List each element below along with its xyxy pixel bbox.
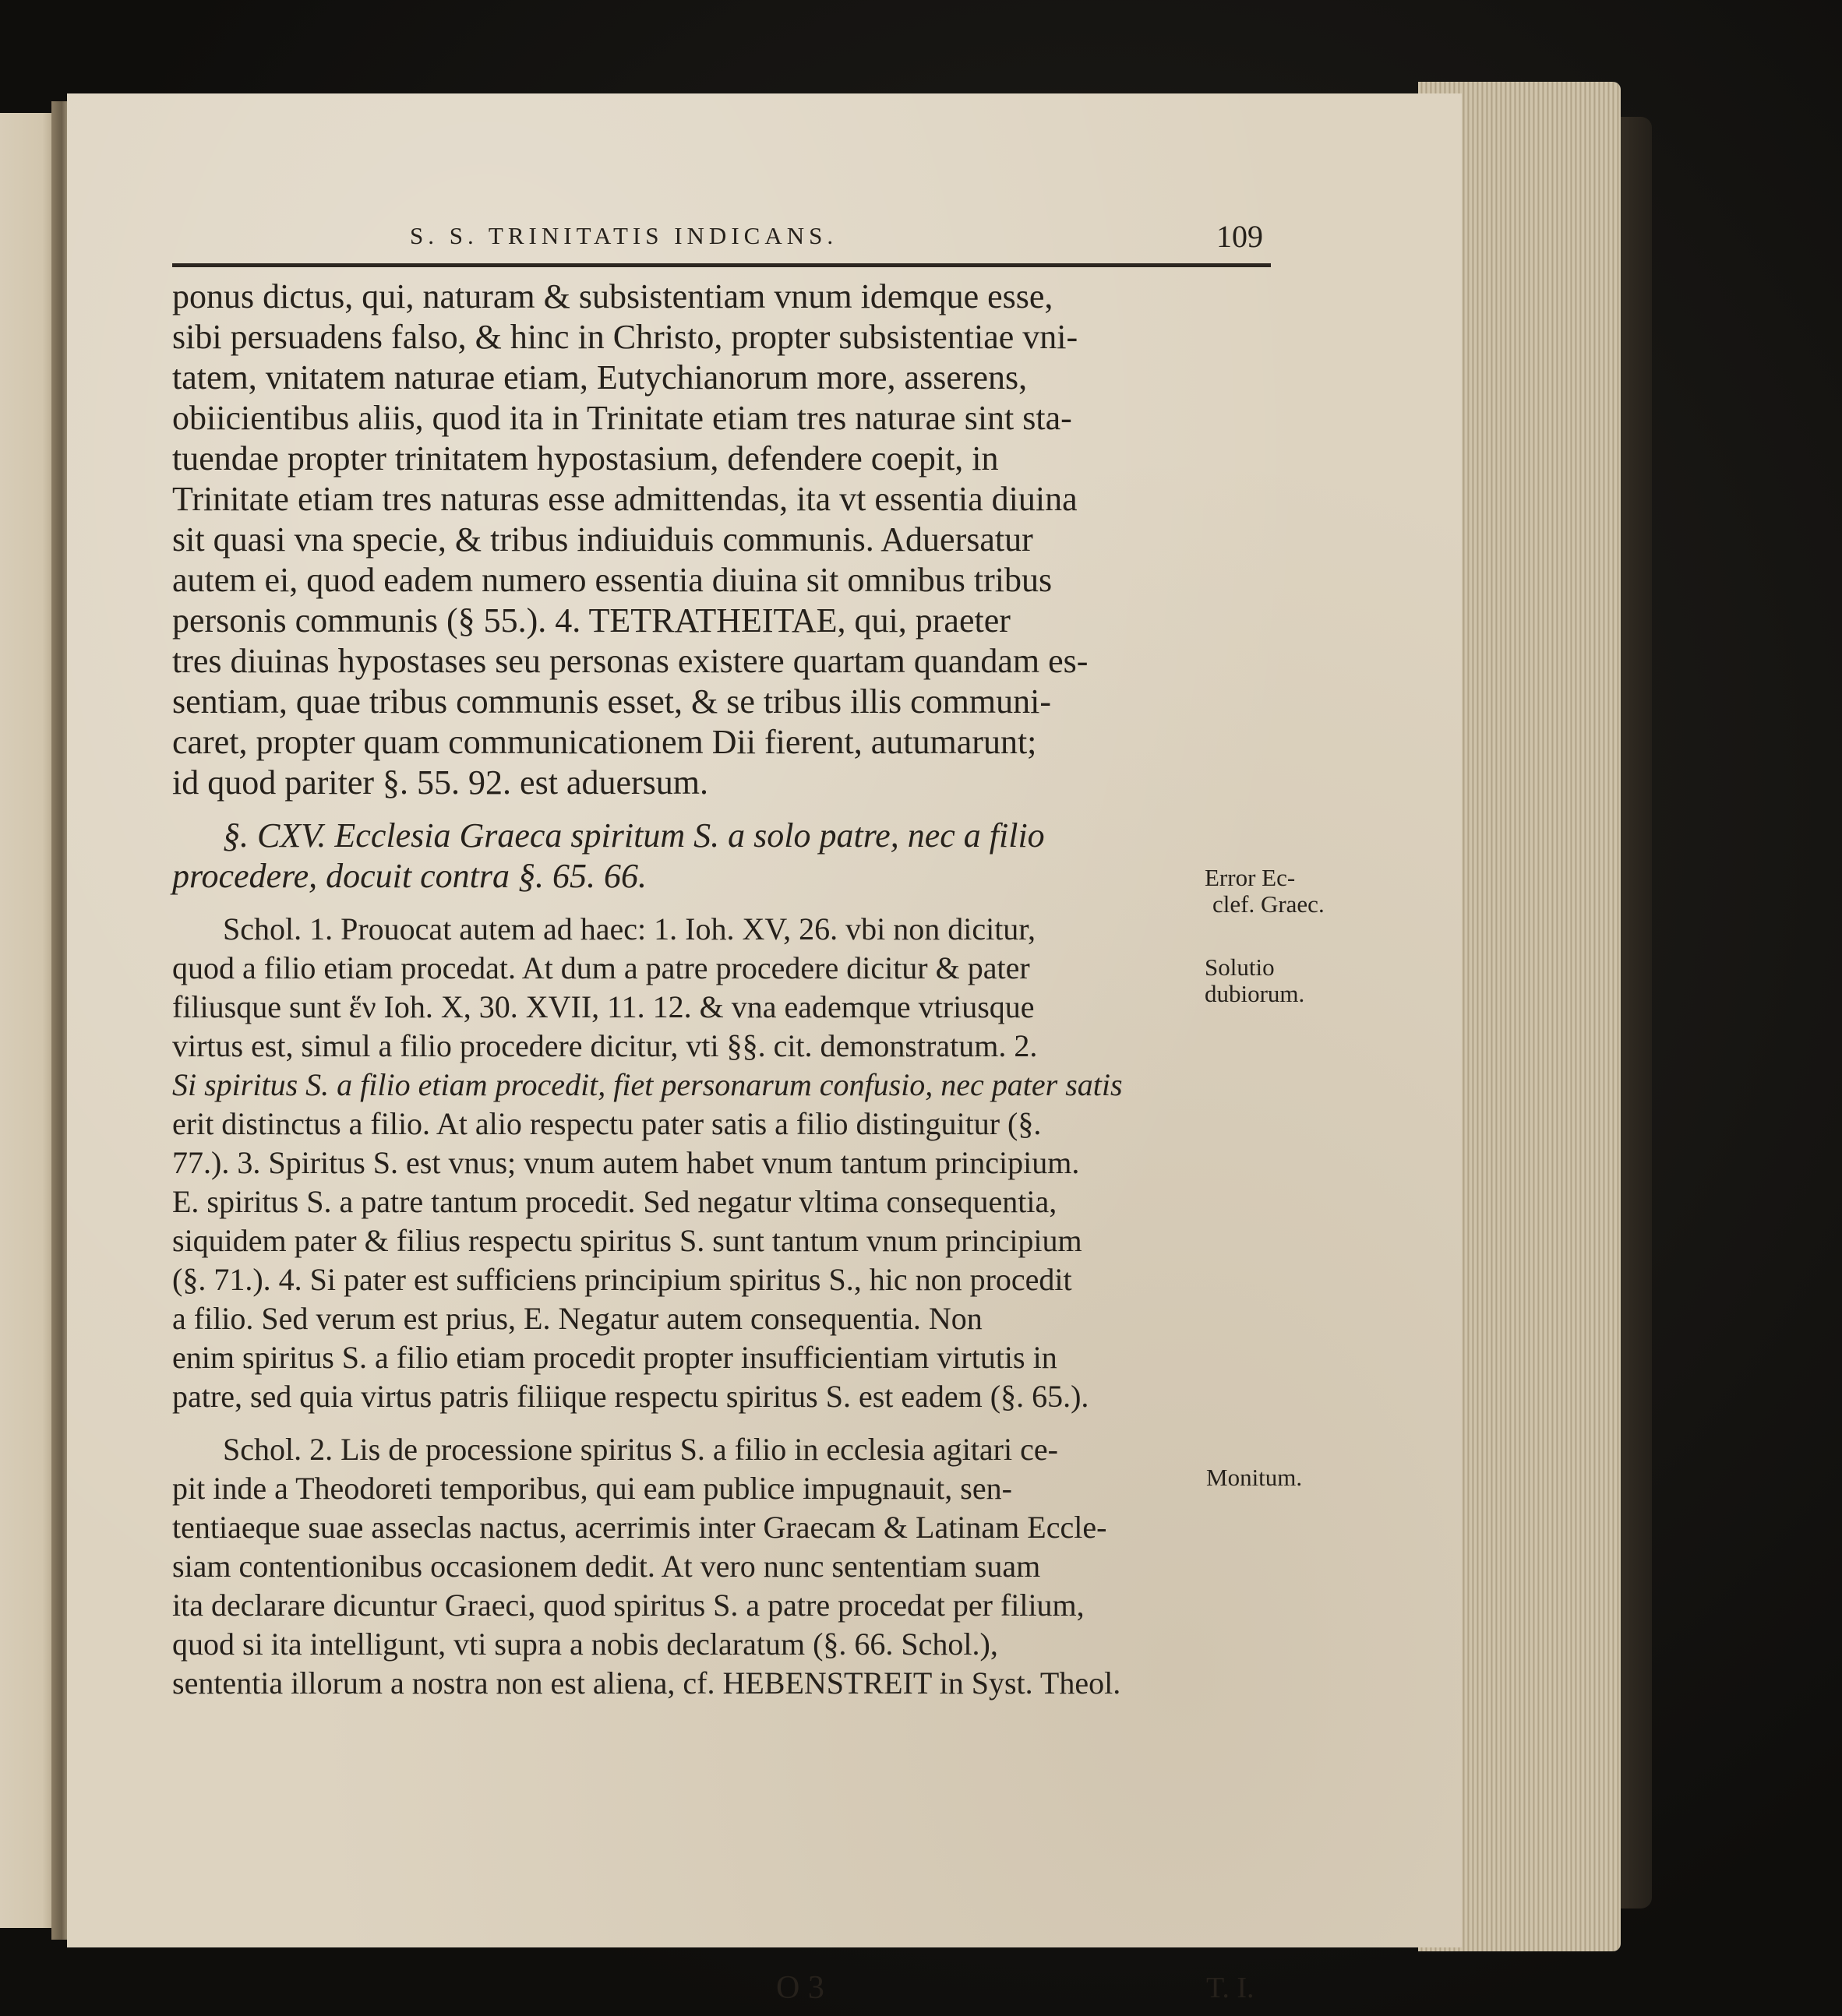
- scholium-line: virtus est, simul a filio procedere dicitur, vti §§. cit. demonstratum. 2.: [172, 1028, 1038, 1063]
- text-line: personis communis (§ 55.). 4. TETRATHEITAE, qui, praeter: [172, 601, 1011, 640]
- text-line: tres diuinas hypostases seu personas existere quartam quandam es-: [172, 642, 1089, 680]
- margin-note-solutio-1: Solutio: [1205, 953, 1275, 981]
- book-page: [67, 93, 1462, 2006]
- scholium-line: Schol. 2. Lis de processione spiritus S. a filio in ecclesia agitari ce-: [223, 1432, 1058, 1467]
- scholium-line: Si spiritus S. a filio etiam procedit, fiet personarum confusio, nec pater satis: [172, 1067, 1123, 1102]
- page-number: 109: [1216, 219, 1263, 254]
- scholium-line: quod si ita intelligunt, vti supra a nobis declaratum (§. 66. Schol.),: [172, 1627, 998, 1662]
- margin-note-solutio-2: dubiorum.: [1205, 980, 1305, 1007]
- scholium-line: filiusque sunt ἕν Ioh. X, 30. XVII, 11. 12. & vna eademque vtriusque: [172, 989, 1035, 1024]
- text-line: sentiam, quae tribus communis esset, & se tribus illis communi-: [172, 682, 1051, 721]
- scholium-line: ita declarare dicuntur Graeci, quod spiritus S. a patre procedat per filium,: [172, 1588, 1085, 1623]
- scholium-line: E. spiritus S. a patre tantum procedit. Sed negatur vltima consequentia,: [172, 1184, 1057, 1219]
- text-line: ponus dictus, qui, naturam & subsistentiam vnum idemque esse,: [172, 277, 1053, 315]
- margin-note-error-1: Error Ec-: [1205, 864, 1296, 891]
- scholium-line: enim spiritus S. a filio etiam procedit propter insufficientiam virtutis in: [172, 1340, 1057, 1375]
- scholium-line: erit distinctus a filio. At alio respectu pater satis a filio distinguitur (§.: [172, 1106, 1042, 1141]
- scholium-line: a filio. Sed verum est prius, E. Negatur autem consequentia. Non: [172, 1301, 983, 1336]
- text-line: obiicientibus aliis, quod ita in Trinitate etiam tres naturae sint sta-: [172, 399, 1072, 437]
- signature-mark: O 3: [776, 1970, 824, 2006]
- scholium-line: siquidem pater & filius respectu spiritus S. sunt tantum vnum principium: [172, 1223, 1082, 1258]
- margin-note-monitum: Monitum.: [1206, 1464, 1303, 1491]
- scholium-line: Schol. 1. Prouocat autem ad haec: 1. Ioh. XV, 26. vbi non dicitur,: [223, 911, 1036, 946]
- text-line: tatem, vnitatem naturae etiam, Eutychianorum more, asserens,: [172, 358, 1028, 397]
- scholium-line: 77.). 3. Spiritus S. est vnus; vnum autem habet vnum tantum principium.: [172, 1145, 1080, 1180]
- text-line: tuendae propter trinitatem hypostasium, defendere coepit, in: [172, 439, 999, 478]
- text-line: caret, propter quam communicationem Dii fierent, autumarunt;: [172, 723, 1037, 761]
- catchword: T. I.: [1206, 1972, 1254, 2004]
- margin-note-error-2: clef. Graec.: [1212, 890, 1325, 918]
- scholium-line: tentiaeque suae asseclas nactus, acerrimis inter Graecam & Latinam Eccle-: [172, 1510, 1107, 1545]
- scholium-line: pit inde a Theodoreti temporibus, qui eam publice impugnauit, sen-: [172, 1471, 1012, 1506]
- scholium-line: sententia illorum a nostra non est aliena, cf. HEBENSTREIT in Syst. Theol.: [172, 1665, 1121, 1701]
- scholium-line: (§. 71.). 4. Si pater est sufficiens principium spiritus S., hic non procedit: [172, 1262, 1072, 1297]
- section-heading-line: §. CXV. Ecclesia Graeca spiritum S. a solo patre, nec a filio: [223, 816, 1045, 855]
- header-rule: [172, 263, 1271, 267]
- section-heading-line: procedere, docuit contra §. 65. 66.: [172, 857, 647, 895]
- text-line: autem ei, quod eadem numero essentia diuina sit omnibus tribus: [172, 561, 1053, 599]
- text-line: id quod pariter §. 55. 92. est aduersum.: [172, 763, 708, 802]
- scholium-line: quod a filio etiam procedat. At dum a patre procedere dicitur & pater: [172, 950, 1030, 985]
- text-line: Trinitate etiam tres naturas esse admittendas, ita vt essentia diuina: [172, 480, 1078, 518]
- scholium-line: patre, sed quia virtus patris filiique respectu spiritus S. est eadem (§. 65.).: [172, 1379, 1089, 1414]
- text-line: sit quasi vna specie, & tribus indiuiduis communis. Aduersatur: [172, 520, 1033, 559]
- text-line: sibi persuadens falso, & hinc in Christo, propter subsistentiae vni-: [172, 318, 1078, 356]
- scholium-line: siam contentionibus occasionem dedit. At vero nunc sententiam suam: [172, 1549, 1041, 1584]
- running-head: S. S. TRINITATIS INDICANS.: [410, 222, 838, 249]
